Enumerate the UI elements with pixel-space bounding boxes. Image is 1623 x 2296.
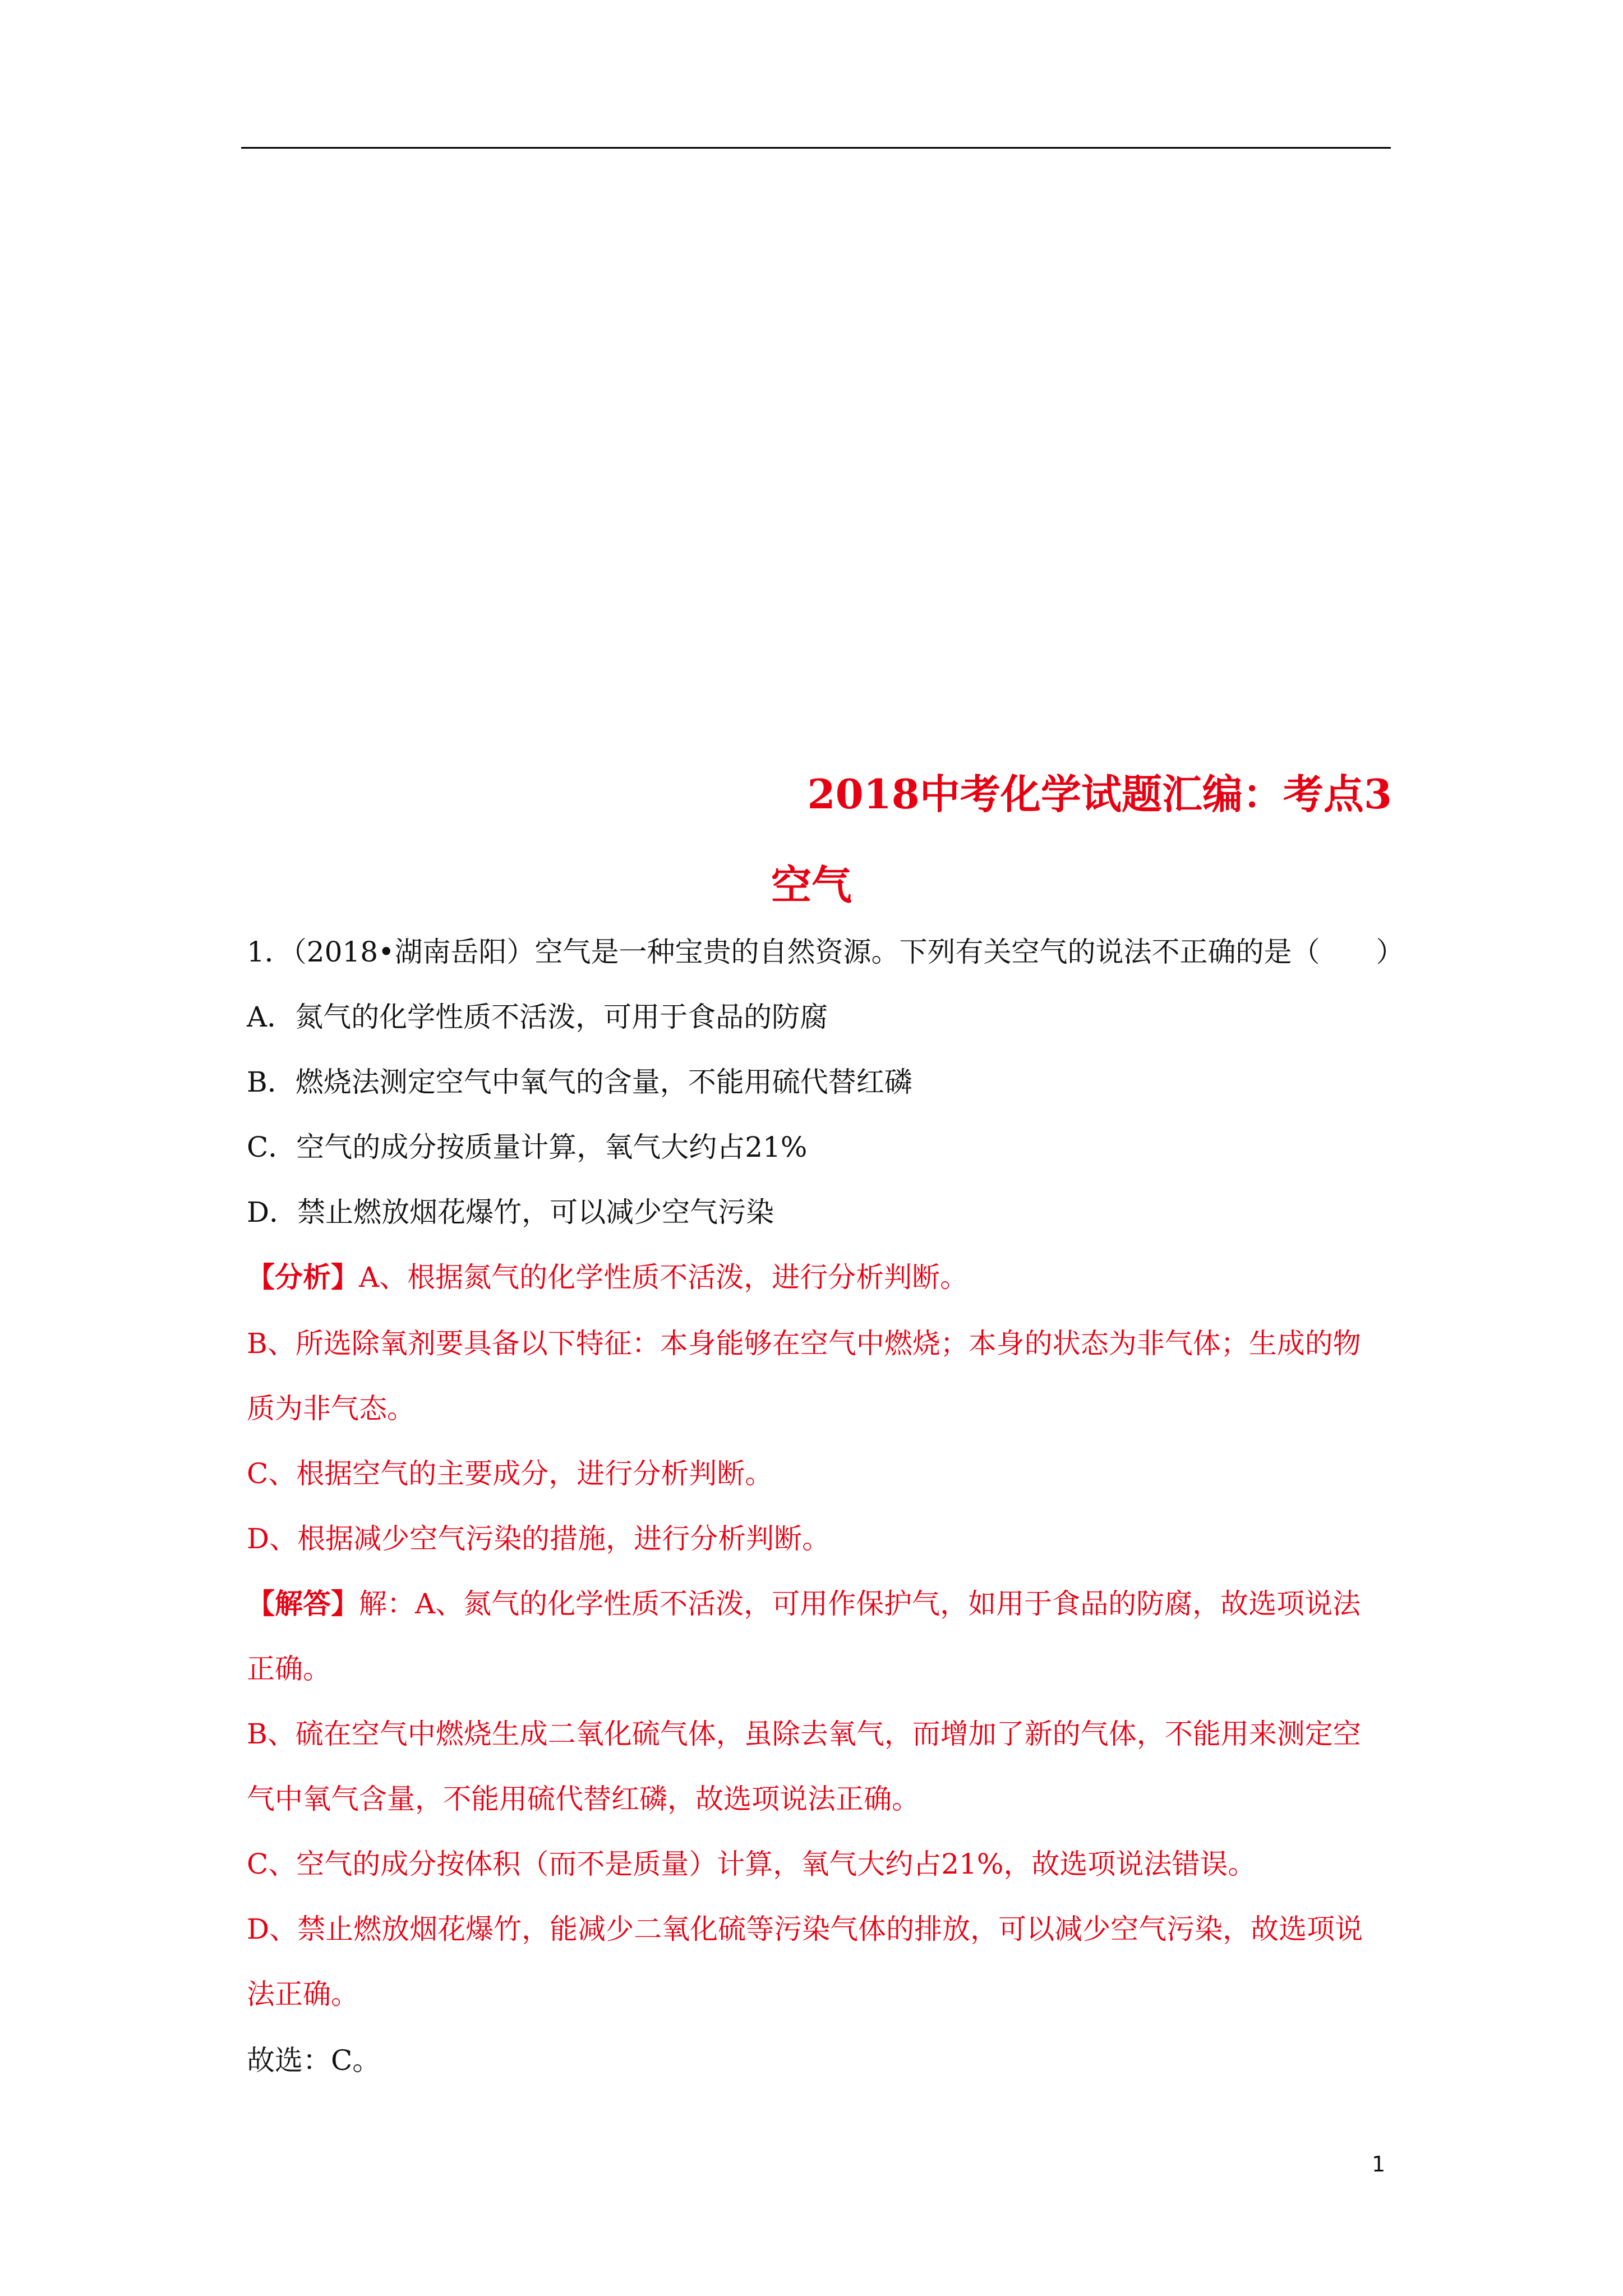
document-title: 2018中考化学试题汇编：考点3: [807, 770, 1392, 818]
solution-line-d: D、禁止燃放烟花爆竹，能减少二氧化硫等污染气体的排放，可以减少空气污染，故选项说: [247, 1913, 1363, 1945]
solution-line: [247, 1587, 1361, 1620]
solution-line-b-cont: 气中氧气含量，不能用硫代替红磷，故选项说法正确。: [247, 1783, 920, 1815]
analysis-line: [247, 1260, 969, 1294]
analysis-text: A、根据氮气的化学性质不活泼，进行分析判断。: [359, 1261, 969, 1294]
analysis-line-d: D、根据减少空气污染的措施，进行分析判断。: [247, 1522, 831, 1555]
page-number: 1: [1372, 2152, 1386, 2177]
solution-line-a-cont: 正确。: [247, 1653, 331, 1685]
header-rule: [241, 147, 1391, 149]
solution-line-d-cont: 法正确。: [247, 1978, 359, 2010]
option-c: C．空气的成分按质量计算，氧气大约占21%: [247, 1131, 808, 1163]
solution-line-c: C、空气的成分按体积（而不是质量）计算，氧气大约占21%，故选项说法错误。: [247, 1848, 1256, 1880]
final-answer: 故选：C。: [247, 2044, 381, 2077]
solution-line-b: B、硫在空气中燃烧生成二氧化硫气体，虽除去氧气，而增加了新的气体，不能用来测定空: [247, 1718, 1361, 1750]
solution-text: 解：A、氮气的化学性质不活泼，可用作保护气，如用于食品的防腐，故选项说法: [359, 1588, 1361, 1620]
analysis-line-b-cont: 质为非气态。: [247, 1392, 415, 1425]
option-a: A．氮气的化学性质不活泼，可用于食品的防腐: [247, 1001, 828, 1033]
solution-tag: 【解答】: [247, 1587, 359, 1620]
option-d: D．禁止燃放烟花爆竹，可以减少空气污染: [247, 1196, 774, 1228]
analysis-line-c: C、根据空气的主要成分，进行分析判断。: [247, 1457, 773, 1490]
analysis-tag: 【分析】: [247, 1260, 359, 1294]
analysis-line-b: B、所选除氧剂要具备以下特征：本身能够在空气中燃烧；本身的状态为非气体；生成的物: [247, 1327, 1361, 1360]
option-b: B．燃烧法测定空气中氧气的含量，不能用硫代替红磷: [247, 1066, 912, 1098]
question-stem: 1．（2018•湖南岳阳）空气是一种宝贵的自然资源。下列有关空气的说法不正确的是（ ）: [247, 936, 1404, 968]
document-subtitle: 空气: [771, 861, 852, 909]
